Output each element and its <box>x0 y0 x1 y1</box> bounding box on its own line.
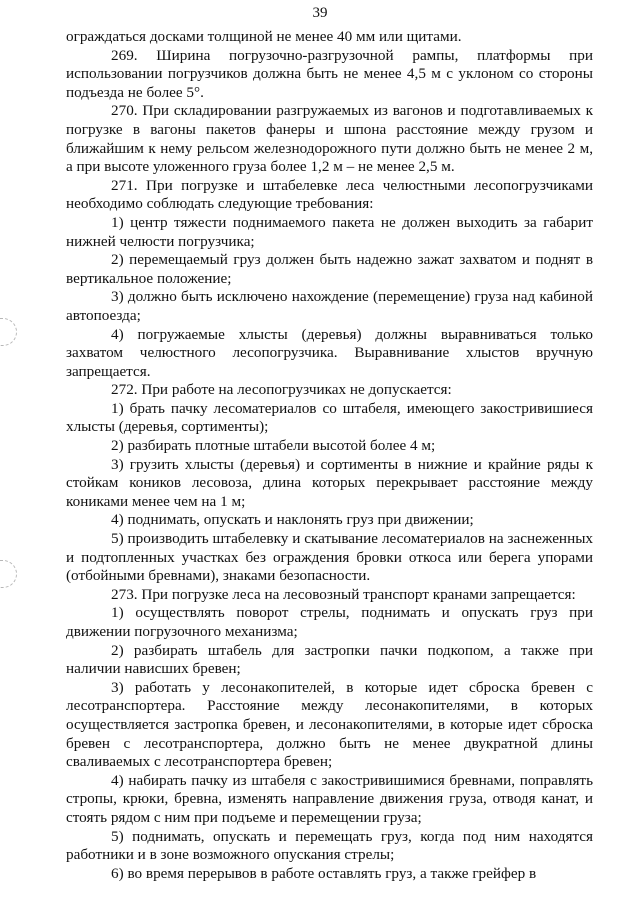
list-item-272-4: 4) поднимать, опускать и наклонять груз при движении; <box>111 511 474 529</box>
body-text <box>66 28 593 883</box>
list-item-271-1: 1) центр тяжести поднимаемого пакета не должен выходить за габарит нижней челюсти погрузчика; <box>66 213 593 250</box>
paragraph-continuation: ограждаться досками толщиной не менее 40 мм или щитами. <box>66 28 462 45</box>
list-item-273-4: 4) набирать пачку из штабеля с закостривишимися бревнами, поправлять стропы, крюки, бревна, изменять направление движения груза, отводя канат, и стоять рядом с ним при подъеме и перемещении груза; <box>66 771 593 826</box>
list-item-273-1: 1) осуществлять поворот стрелы, поднимать и опускать груз при движении погрузочного механизма; <box>66 604 593 640</box>
list-item-271-2: 2) перемещаемый груз должен быть надежно зажат захватом и поднят в вертикальное положение; <box>66 251 593 287</box>
paragraph-272: 272. При работе на лесопогрузчиках не допускается: <box>111 381 452 399</box>
list-item-273-5: 5) поднимать, опускать и перемещать груз, когда под ним находятся работники и в зоне возможного опускания стрелы; <box>66 827 593 864</box>
page-number: 39 <box>312 5 328 21</box>
list-item-272-1: 1) брать пачку лесоматериалов со штабеля, имеющего закостривишиеся хлысты (деревья, сортименты); <box>66 399 593 436</box>
punch-hole-mark <box>0 560 17 588</box>
list-item-272-2: 2) разбирать плотные штабели высотой более 4 м; <box>111 437 436 455</box>
paragraph-271: 271. При погрузке и штабелевке леса челюстными лесопогрузчиками необходимо соблюдать следующие требования: <box>66 176 593 213</box>
list-item-272-5: 5) производить штабелевку и скатывание лесоматериалов на заснеженных и подтопленных участках без ограждения бровки откоса или берега упорами (отбойными бревнами), знаками безопасности. <box>66 530 593 585</box>
paragraph-270: 270. При складировании разгружаемых из вагонов и подготавливаемых к погрузке в вагоны пакетов фанеры и шпона расстояние между грузом и ближайшим к нему рельсом железнодорожного пути должно быть не менее 2 м, а при высоте уложенного груза более 1,2 м – не менее 2,5 м. <box>66 102 593 176</box>
list-item-272-3: 3) грузить хлысты (деревья) и сортименты в нижние и крайние ряды к стойкам коников лесовоза, длина которых перекрывает расстояние между кониками менее чем на 1 м; <box>66 455 593 510</box>
punch-hole-mark <box>0 318 17 346</box>
paragraph-273: 273. При погрузке леса на лесовозный транспорт кранами запрещается: <box>111 585 576 603</box>
list-item-273-6: 6) во время перерывов в работе оставлять груз, а также грейфер в <box>111 864 537 882</box>
list-item-273-3: 3) работать у лесонакопителей, в которые идет сброска бревен с лесотранспортера. Расстояние между лесонакопителями, в которых осуществляется застропка бревен, и лесонакопителями, в которые идет сброска бревен с лесотранспортера, должно быть не менее двукратной длины сваливаемых с лесотранспортера бревен; <box>66 678 593 771</box>
list-item-271-4: 4) погружаемые хлысты (деревья) должны выравниваться только захватом челюстного лесопогрузчика. Выравнивание хлыстов вручную запрещается. <box>66 325 593 380</box>
paragraph-269: 269. Ширина погрузочно-разгрузочной рампы, платформы при использовании погрузчиков должна быть не менее 4,5 м с уклоном со стороны подъезда не более 5°. <box>66 46 593 101</box>
list-item-271-3: 3) должно быть исключено нахождение (перемещение) груза над кабиной автопоезда; <box>66 288 593 324</box>
list-item-273-2: 2) разбирать штабель для застропки пачки подкопом, а также при наличии нависших бревен; <box>66 641 593 678</box>
